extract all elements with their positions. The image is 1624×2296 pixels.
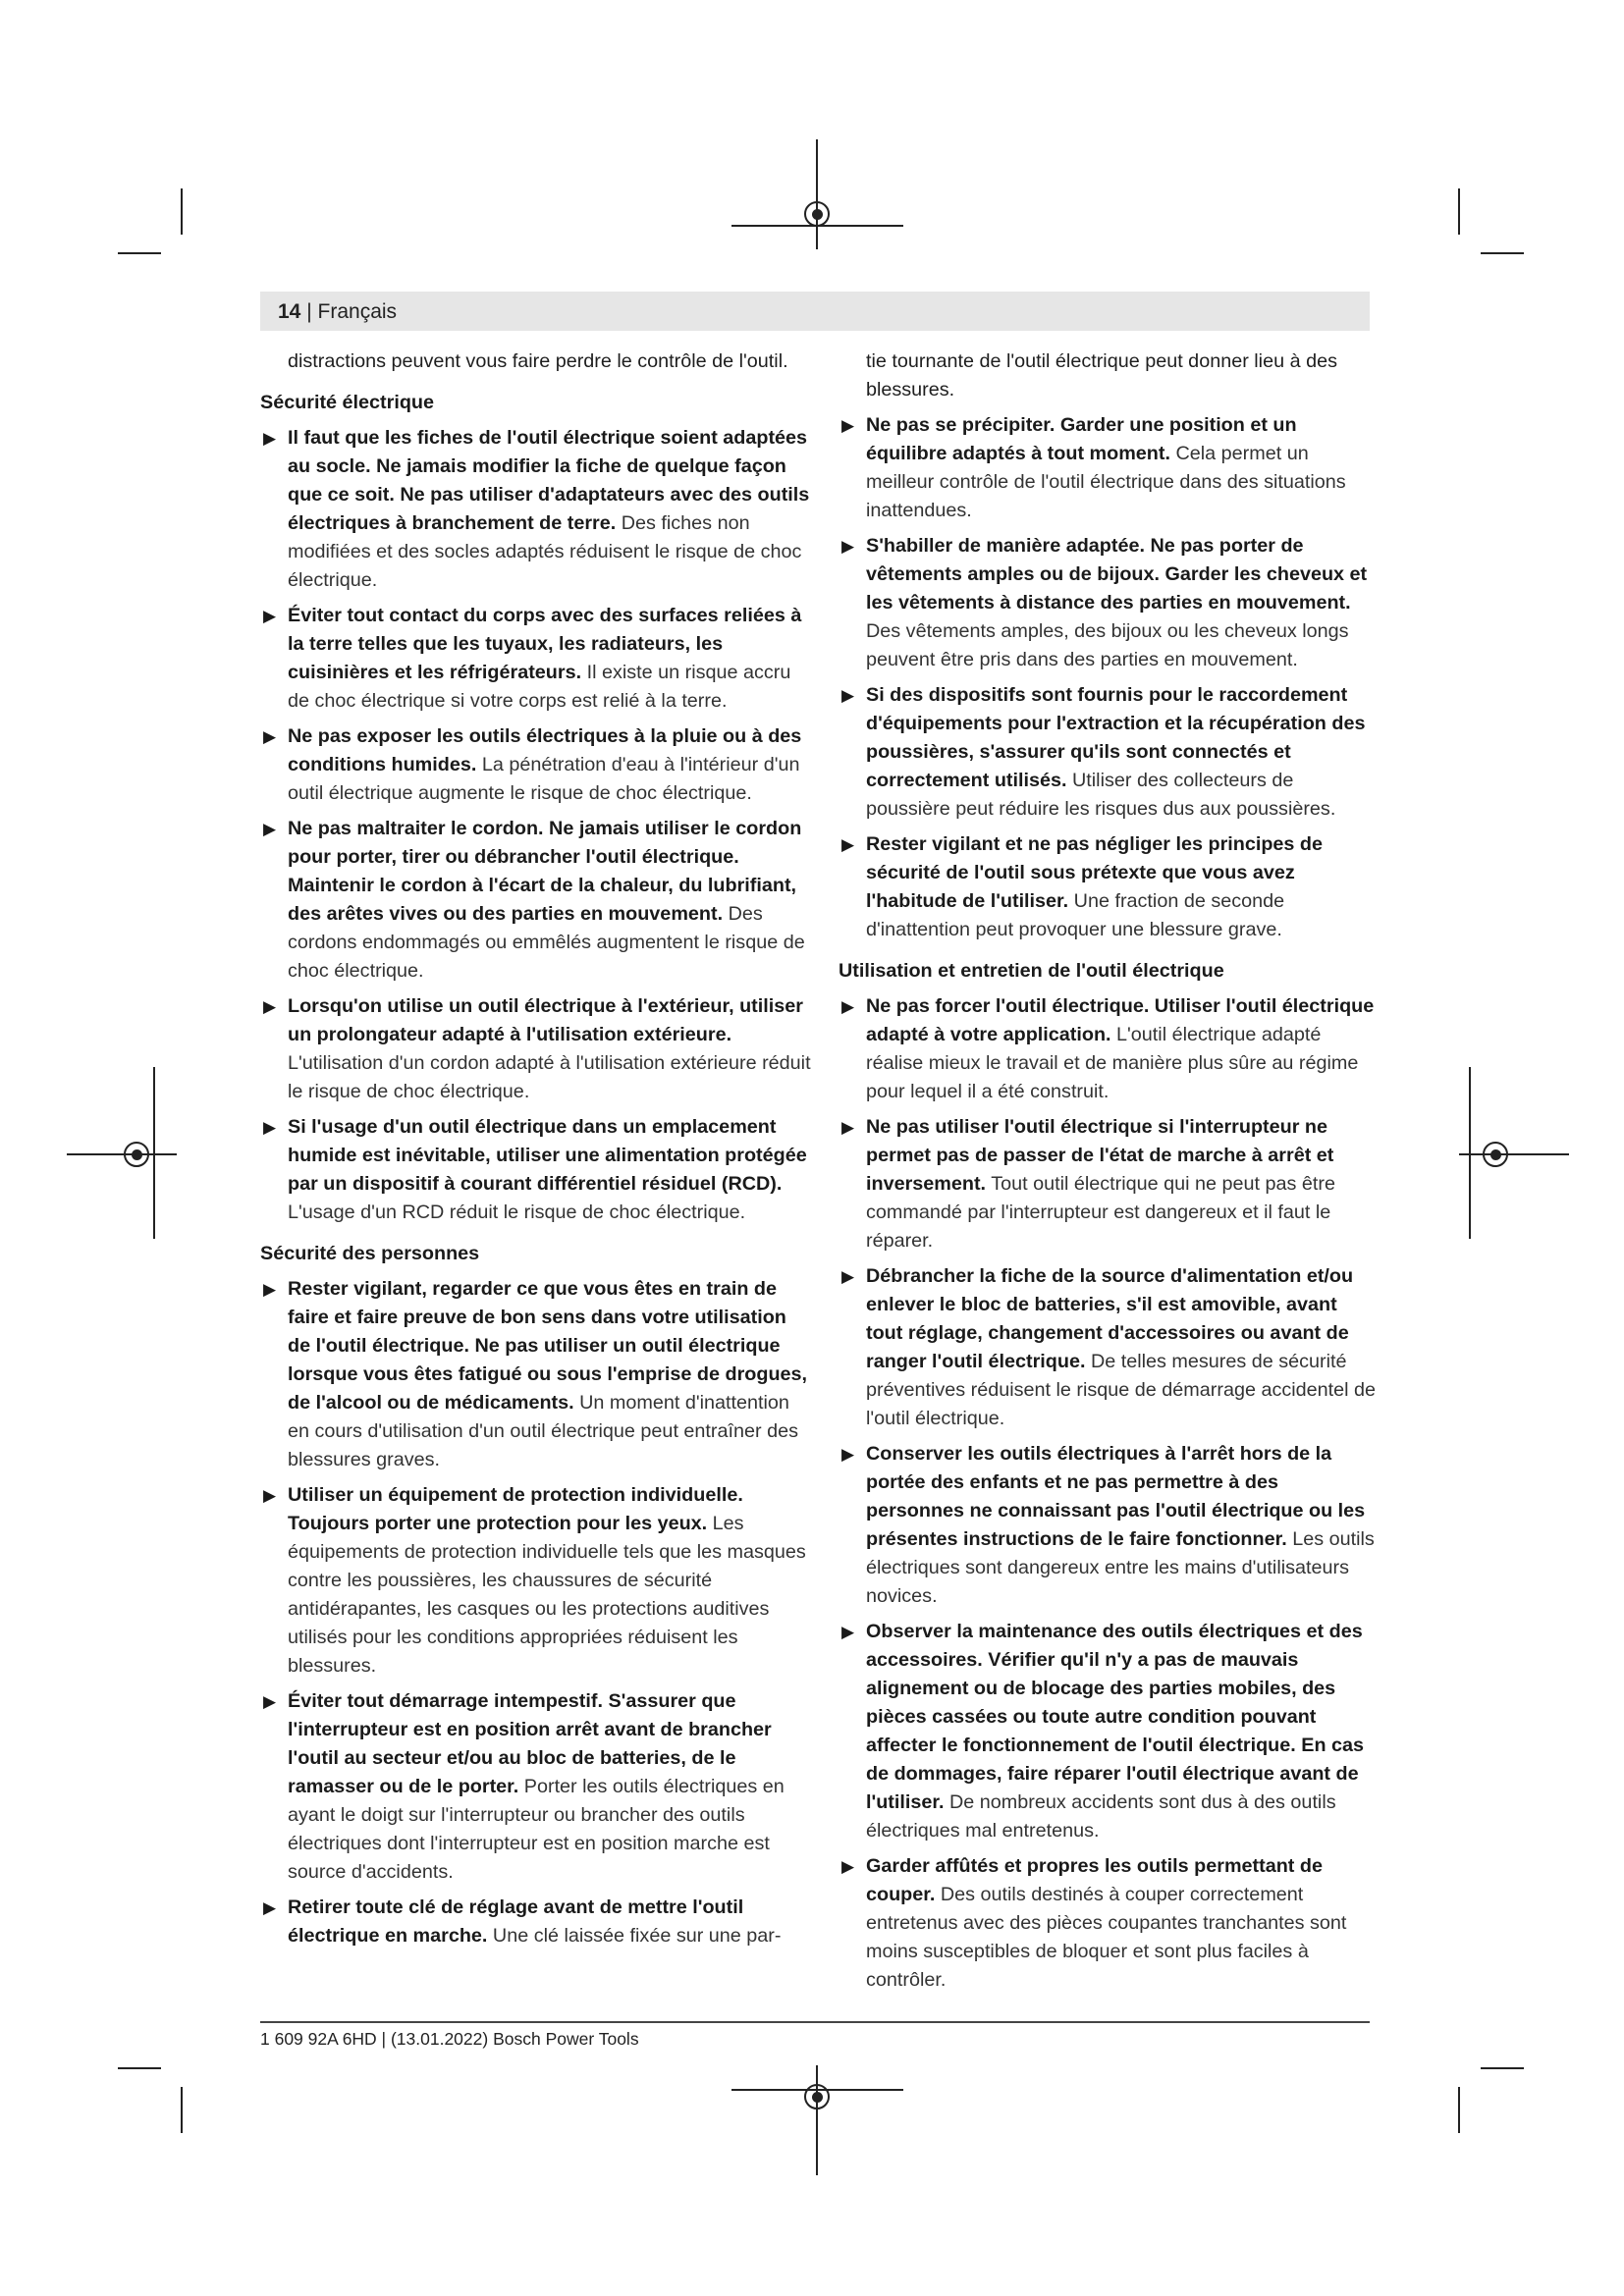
bullet-triangle-icon: ▶	[841, 835, 855, 854]
item-normal-text: Cela permet un meilleur contrôle de l'outil électrique dans des situations inattendues.	[866, 443, 1346, 521]
item-bold-text: Ne pas maltraiter le cordon. Ne jamais utiliser le cordon pour porter, tirer ou débrancher l'outil électrique. Maintenir le cordon à l'écart de la chaleur, du lubrifiant, des arêtes vives ou des parties en mouvement.	[288, 818, 802, 925]
registration-line	[816, 2065, 818, 2175]
registration-target-icon	[124, 1142, 149, 1167]
item-bold-text: Éviter tout contact du corps avec des surfaces reliées à la terre telles que les tuyaux, les radiateurs, les cuisinières et les réfrigérateurs.	[288, 605, 802, 683]
item-bold-text: Rester vigilant et ne pas négliger les principes de sécurité de l'outil sous prétexte que vous avez l'habitude de l'utiliser.	[866, 833, 1324, 912]
item-normal-text: Une clé laissée fixée sur une par-	[492, 1925, 782, 1947]
registration-target-icon	[1483, 1142, 1508, 1167]
item-normal-text: Des cordons endommagés ou emmêlés augmentent le risque de choc électrique.	[288, 903, 805, 982]
section-title: Sécurité électrique	[260, 392, 435, 413]
header-separator: |	[306, 300, 312, 323]
list-item	[839, 830, 1377, 944]
list-item	[260, 1894, 812, 1950]
page-number: 14	[278, 300, 301, 323]
item-bold-text: Éviter tout démarrage intempestif. S'assurer que l'interrupteur est en position arrêt avant de brancher l'outil au secteur et/ou au bloc de batteries, de le ramasser ou de le porter.	[288, 1690, 772, 1797]
header-text	[278, 300, 397, 324]
item-normal-text: L'utilisation d'un cordon adapté à l'utilisation extérieure réduit le risque de choc électrique.	[288, 1052, 811, 1102]
list-item	[839, 681, 1377, 824]
page-header	[260, 292, 1370, 331]
bullet-triangle-icon: ▶	[841, 1445, 855, 1464]
crop-mark	[1458, 2087, 1460, 2133]
bullet-triangle-icon: ▶	[841, 1623, 855, 1641]
bullet-triangle-icon: ▶	[841, 537, 855, 556]
list-item	[260, 602, 812, 716]
crop-mark	[181, 188, 183, 235]
item-bold-text: Ne pas se précipiter. Garder une position et un équilibre adaptés à tout moment.	[866, 414, 1297, 464]
footer-text: 1 609 92A 6HD | (13.01.2022) Bosch Power Tools	[260, 2029, 639, 2049]
item-bold-text: Ne pas exposer les outils électriques à la pluie ou à des conditions humides.	[288, 725, 802, 775]
registration-target-icon	[804, 2084, 830, 2109]
list-item	[260, 815, 812, 986]
crop-mark	[1481, 2067, 1524, 2069]
header-language: Français	[317, 300, 398, 323]
list-item	[839, 1618, 1377, 1845]
item-normal-text: Des outils destinés à couper correctement entretenus avec des pièces coupantes tranchantes sont moins susceptibles de bloquer et sont plus faciles à contrôler.	[866, 1884, 1347, 1991]
list-item	[839, 1852, 1377, 1995]
section-title: Utilisation et entretien de l'outil électrique	[839, 960, 1224, 982]
bullet-triangle-icon: ▶	[841, 416, 855, 435]
item-bold-text: Utiliser un équipement de protection individuelle. Toujours porter une protection pour les yeux.	[288, 1484, 743, 1534]
item-bold-text: Conserver les outils électriques à l'arrêt hors de la portée des enfants et ne pas permettre à des personnes ne connaissant pas l'outil électrique ou les présentes instructions de le faire fonctionner.	[866, 1443, 1366, 1550]
list-item	[260, 1275, 812, 1474]
item-normal-text: De nombreux accidents sont dus à des outils électriques mal entretenus.	[866, 1791, 1336, 1842]
list-item	[260, 1113, 812, 1227]
item-bold-text: Garder affûtés et propres les outils permettant de couper.	[866, 1855, 1323, 1905]
crop-mark	[1458, 188, 1460, 235]
item-bold-text: Retirer toute clé de réglage avant de mettre l'outil électrique en marche.	[288, 1896, 744, 1947]
item-bold-text: Observer la maintenance des outils électriques et des accessoires. Vérifier qu'il n'y a pas de mauvais alignement ou de blocage des parties mobiles, des pièces cassées ou toute autre condition pouvant affecter le fonctionnement de l'outil électrique. En cas de dommages, faire réparer l'outil électrique avant de l'utiliser.	[866, 1621, 1365, 1813]
item-bold-text: Débrancher la fiche de la source d'alimentation et/ou enlever le bloc de batteries, s'il est amovible, avant tout réglage, changement d'accessoires ou avant de ranger l'outil électrique.	[866, 1265, 1354, 1372]
item-bold-text: Si des dispositifs sont fournis pour le raccordement d'équipements pour l'extraction et la récupération des poussières, s'assurer qu'ils sont connectés et correctement utilisés.	[866, 684, 1366, 791]
list-item	[260, 1481, 812, 1681]
bullet-triangle-icon: ▶	[263, 429, 277, 448]
left-column	[260, 347, 812, 1950]
item-normal-text: Tout outil électrique qui ne peut pas être commandé par l'interrupteur est dangereux et il faut le réparer.	[866, 1173, 1335, 1252]
item-bold-text: Il faut que les fiches de l'outil électrique soient adaptées au socle. Ne jamais modifier la fiche de quelque façon que ce soit. Ne pas utiliser d'adaptateurs avec des outils électriques à branchement de terre.	[288, 427, 810, 534]
list-item	[839, 992, 1377, 1106]
item-bold-text: Lorsqu'on utilise un outil électrique à l'extérieur, utiliser un prolongateur adapté à l'utilisation extérieure.	[288, 995, 803, 1045]
list-item	[260, 722, 812, 808]
item-bold-text: Si l'usage d'un outil électrique dans un emplacement humide est inévitable, utiliser une alimentation protégée par un dispositif à courant différentiel résiduel (RCD).	[288, 1116, 807, 1195]
footer-rule	[260, 2021, 1370, 2023]
crop-mark	[181, 2087, 183, 2133]
crop-mark	[1481, 252, 1524, 254]
item-normal-text: Des fiches non modifiées et des socles adaptés réduisent le risque de choc électrique.	[288, 512, 802, 591]
bullet-triangle-icon: ▶	[841, 1267, 855, 1286]
bullet-triangle-icon: ▶	[841, 1857, 855, 1876]
item-normal-text: Un moment d'inattention en cours d'utilisation d'un outil électrique peut entraîner des blessures graves.	[288, 1392, 798, 1470]
item-normal-text: Une fraction de seconde d'inattention peut provoquer une blessure grave.	[866, 890, 1285, 940]
section-title: Sécurité des personnes	[260, 1243, 480, 1264]
registration-line	[1459, 1153, 1569, 1155]
item-normal-text: Il existe un risque accru de choc électrique si votre corps est relié à la terre.	[288, 662, 791, 712]
continuation-text: tie tournante de l'outil électrique peut donner lieu à des blessures.	[866, 350, 1337, 400]
item-normal-text: Des vêtements amples, des bijoux ou les cheveux longs peuvent être pris dans des parties en mouvement.	[866, 620, 1349, 670]
bullet-triangle-icon: ▶	[841, 1118, 855, 1137]
bullet-triangle-icon: ▶	[263, 1486, 277, 1505]
bullet-triangle-icon: ▶	[263, 997, 277, 1016]
crop-mark	[118, 252, 161, 254]
item-normal-text: La pénétration d'eau à l'intérieur d'un outil électrique augmente le risque de choc électrique.	[288, 754, 800, 804]
item-normal-text: L'usage d'un RCD réduit le risque de choc électrique.	[288, 1201, 746, 1223]
item-bold-text: Ne pas forcer l'outil électrique. Utiliser l'outil électrique adapté à votre application.	[866, 995, 1375, 1045]
item-normal-text: De telles mesures de sécurité préventives réduisent le risque de démarrage accidentel de l'outil électrique.	[866, 1351, 1377, 1429]
list-item	[839, 411, 1377, 525]
list-item	[839, 532, 1377, 674]
list-item	[839, 1113, 1377, 1255]
item-bold-text: Rester vigilant, regarder ce que vous êtes en train de faire et faire preuve de bon sens dans votre utilisation de l'outil électrique. Ne pas utiliser un outil électrique lorsque vous êtes fatigué ou sous l'emprise de drogues, de l'alcool ou de médicaments.	[288, 1278, 808, 1414]
continuation-text: distractions peuvent vous faire perdre le contrôle de l'outil.	[288, 350, 788, 372]
registration-line	[816, 139, 818, 249]
item-bold-text: Ne pas utiliser l'outil électrique si l'interrupteur ne permet pas de passer de l'état de marche à arrêt et inversement.	[866, 1116, 1334, 1195]
bullet-triangle-icon: ▶	[263, 727, 277, 746]
item-normal-text: Les équipements de protection individuelle tels que les masques contre les poussières, les chaussures de sécurité antidérapantes, les casques ou les protections auditives utilisés pour les conditions appropriées réduisent les blessures.	[288, 1513, 806, 1677]
bullet-triangle-icon: ▶	[841, 997, 855, 1016]
item-normal-text: L'outil électrique adapté réalise mieux le travail et de manière plus sûre au régime pour lequel il a été construit.	[866, 1024, 1359, 1102]
bullet-triangle-icon: ▶	[263, 1280, 277, 1299]
list-item	[260, 424, 812, 595]
list-item	[260, 992, 812, 1106]
bullet-triangle-icon: ▶	[263, 1692, 277, 1711]
item-normal-text: Porter les outils électriques en ayant le doigt sur l'interrupteur ou brancher des outils électriques dont l'interrupteur est en position marche est source d'accidents.	[288, 1776, 785, 1883]
right-column	[839, 347, 1377, 1995]
registration-line	[67, 1153, 177, 1155]
list-item	[260, 1687, 812, 1887]
item-normal-text: Utiliser des collecteurs de poussière peut réduire les risques dus aux poussières.	[866, 770, 1336, 820]
item-bold-text: S'habiller de manière adaptée. Ne pas porter de vêtements amples ou de bijoux. Garder les cheveux et les vêtements à distance des parties en mouvement.	[866, 535, 1368, 614]
list-item	[839, 1440, 1377, 1611]
bullet-triangle-icon: ▶	[263, 1118, 277, 1137]
registration-target-icon	[804, 201, 830, 227]
bullet-triangle-icon: ▶	[841, 686, 855, 705]
bullet-triangle-icon: ▶	[263, 607, 277, 625]
bullet-triangle-icon: ▶	[263, 1898, 277, 1917]
list-item	[839, 1262, 1377, 1433]
crop-mark	[118, 2067, 161, 2069]
bullet-triangle-icon: ▶	[263, 820, 277, 838]
item-normal-text: Les outils électriques sont dangereux entre les mains d'utilisateurs novices.	[866, 1528, 1375, 1607]
